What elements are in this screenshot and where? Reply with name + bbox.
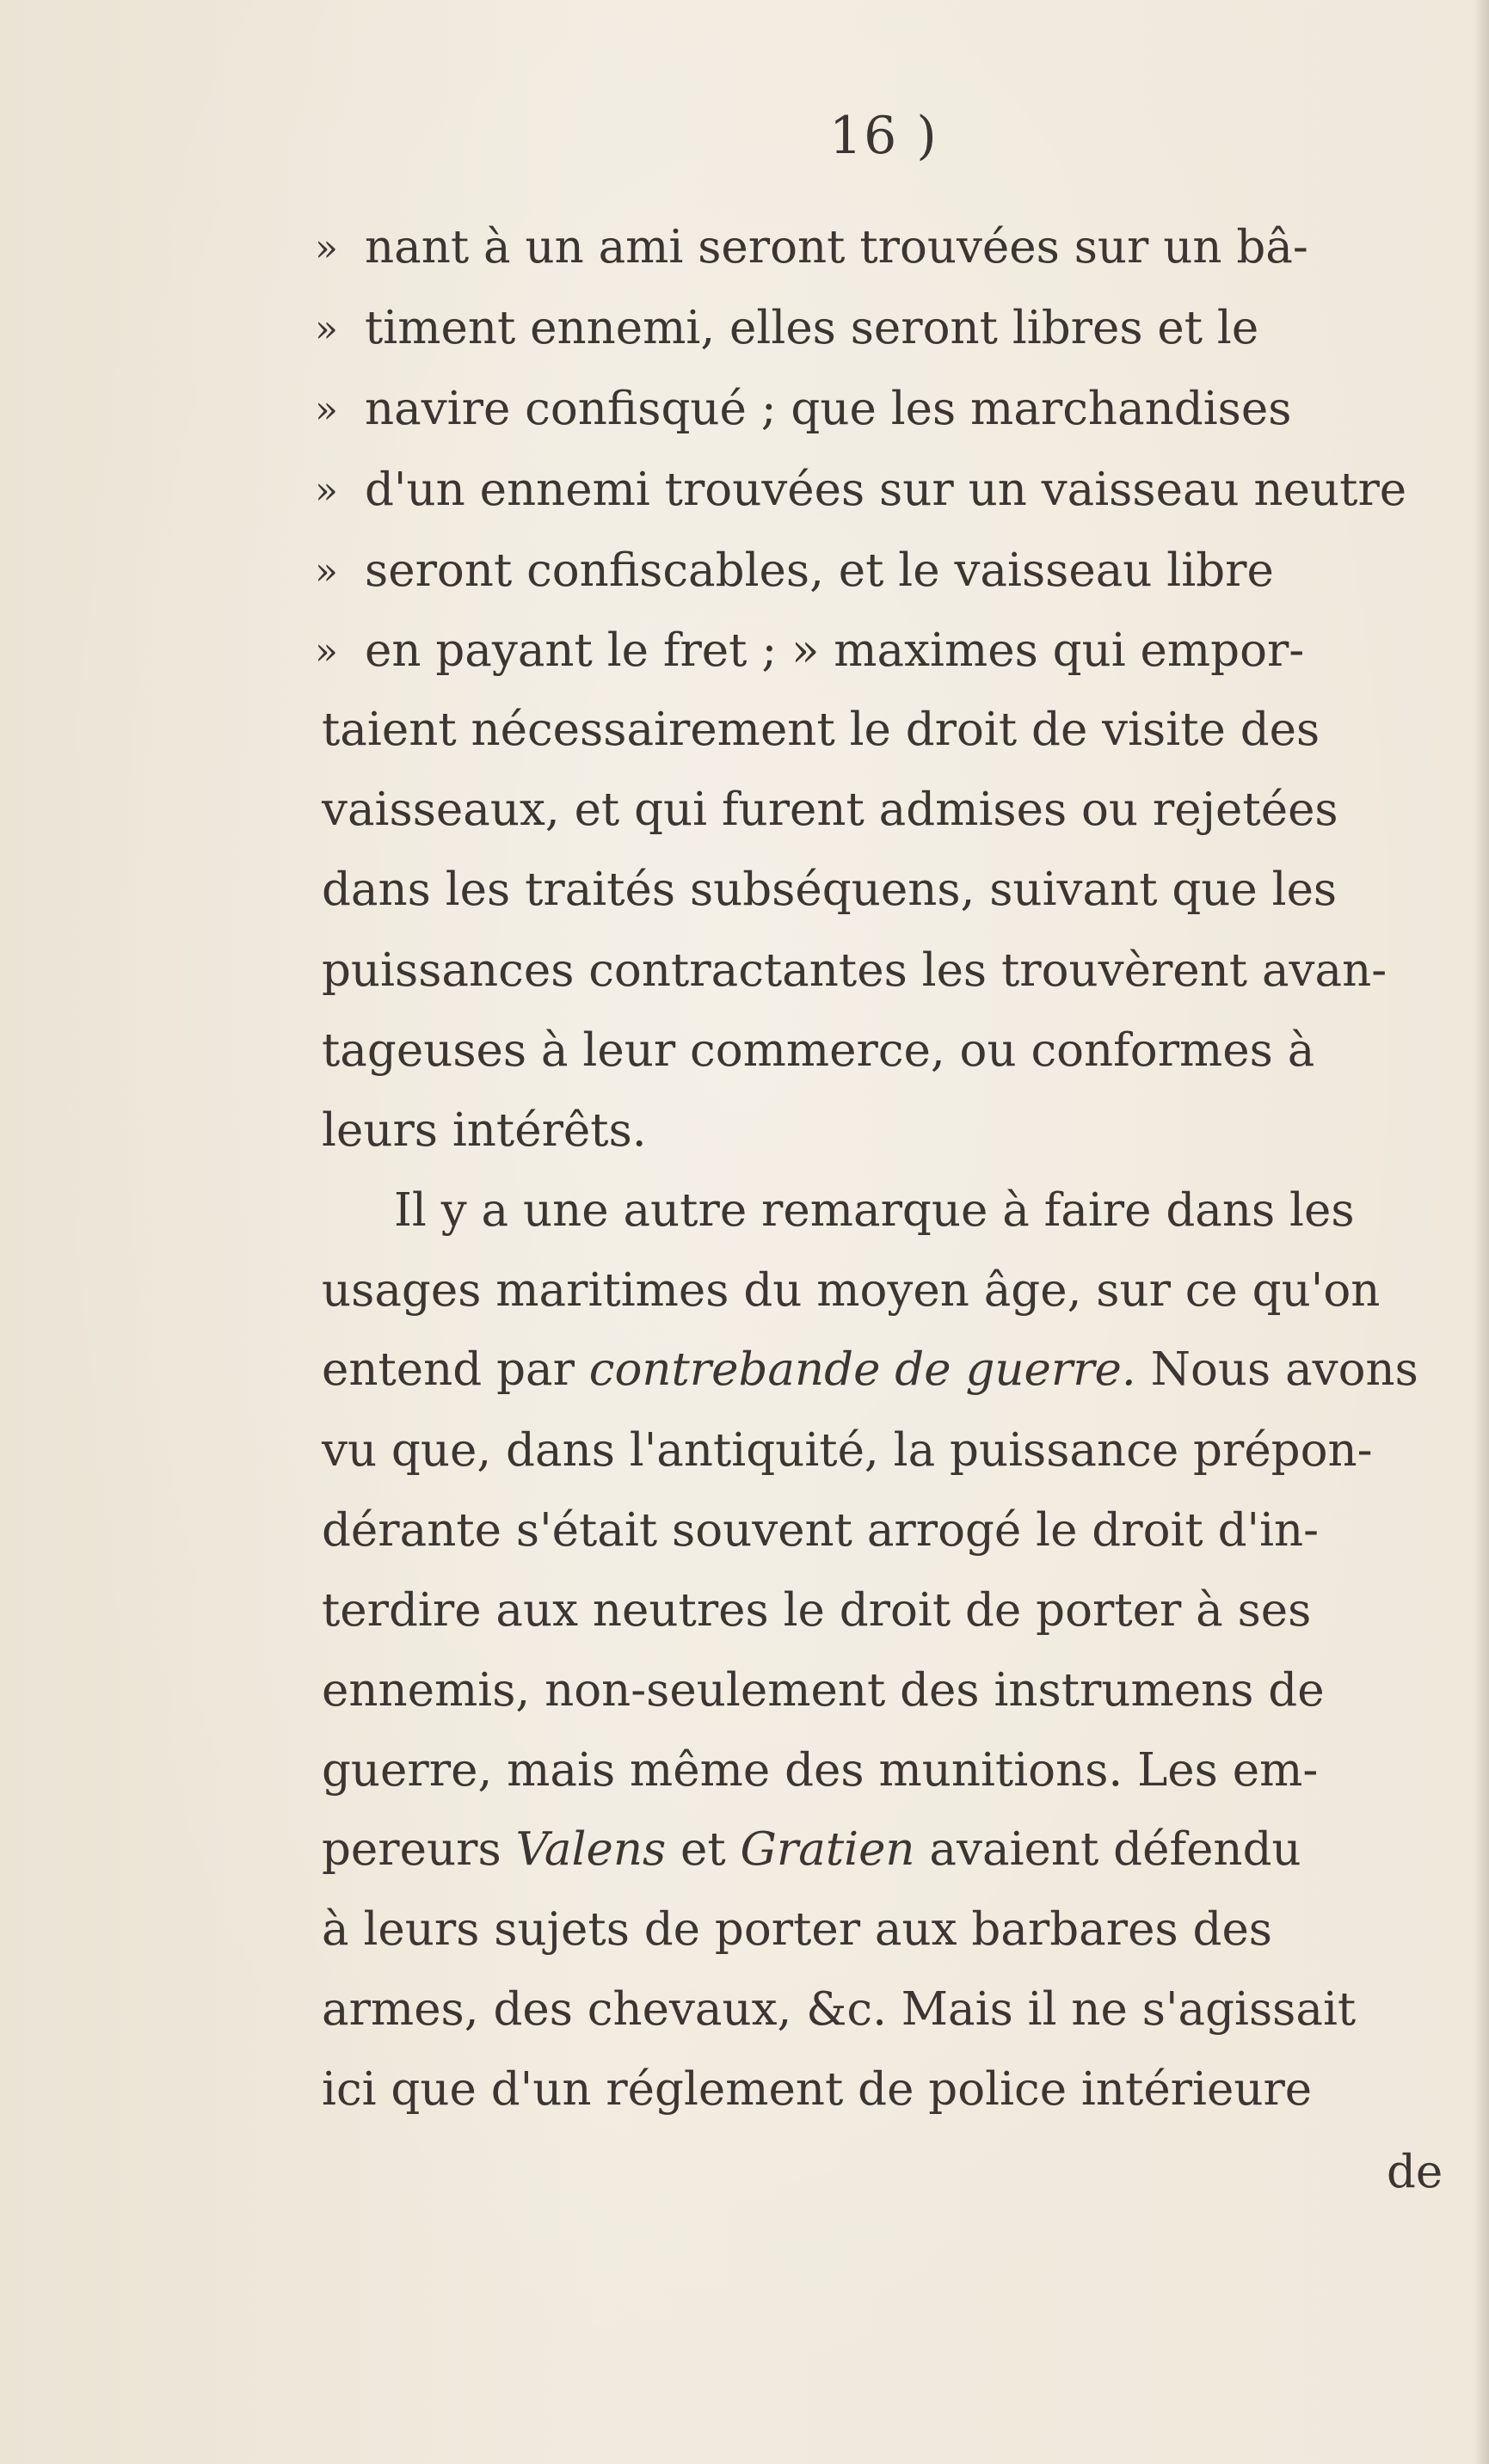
text-line: tageuses à leur commerce, ou conformes à xyxy=(322,1024,1315,1077)
line-text: entend par xyxy=(322,1343,589,1396)
quote-mark: » xyxy=(315,469,338,513)
line-text: navire confisqué ; que les marchandises xyxy=(365,383,1292,435)
text-line: leurs intérêts. xyxy=(322,1104,647,1157)
text-line xyxy=(322,1340,1440,1400)
text-line: usages maritimes du moyen âge, sur ce qu'on xyxy=(322,1264,1381,1317)
line-text: timent ennemi, elles seront libres et le xyxy=(365,302,1259,354)
line-text: avaient défendu xyxy=(914,1823,1301,1876)
paragraph-start-line: Il y a une autre remarque à faire dans les xyxy=(394,1184,1355,1237)
text-line: à leurs sujets de porter aux barbares des xyxy=(322,1903,1273,1956)
quote-mark: » xyxy=(315,307,338,351)
text-line xyxy=(315,379,1442,439)
line-text: et xyxy=(666,1823,741,1876)
line-text: pereurs xyxy=(322,1823,516,1876)
line-text: Nous avons xyxy=(1135,1343,1418,1396)
text-line: vaisseaux, et qui furent admises ou rejetées xyxy=(322,783,1338,836)
catchword: de xyxy=(1387,2146,1443,2198)
text-line: armes, des chevaux, &c. Mais il ne s'agissait xyxy=(322,1983,1357,2036)
text-line: taient nécessairement le droit de visite des xyxy=(322,704,1320,756)
line-text: nant à un ami seront trouvées sur un bâ- xyxy=(365,221,1308,273)
text-line xyxy=(315,298,1442,359)
italic-term: contrebande de guerre. xyxy=(588,1343,1136,1396)
italic-name: Valens xyxy=(515,1823,667,1876)
text-line: guerre, mais même des munitions. Les em- xyxy=(322,1744,1319,1797)
text-line: vu que, dans l'antiquité, la puissance prépon- xyxy=(322,1424,1373,1477)
text-line: dérante s'était souvent arrogé le droit d'in- xyxy=(322,1504,1320,1557)
text-line: terdire aux neutres le droit de porter à ses xyxy=(322,1584,1312,1637)
line-text: seront confiscables, et le vaisseau libre xyxy=(365,544,1274,597)
text-line: dans les traités subséquens, suivant que les xyxy=(322,863,1338,916)
quote-mark: » xyxy=(315,550,338,593)
text-line: ici que d'un réglement de police intérieure xyxy=(322,2063,1313,2116)
text-line xyxy=(315,218,1442,278)
text-line xyxy=(315,460,1442,520)
quote-mark: » xyxy=(315,630,338,673)
line-text: en payant le fret ; » maximes qui empor- xyxy=(365,624,1305,677)
quote-mark: » xyxy=(315,226,338,270)
italic-name: Gratien xyxy=(740,1823,915,1876)
text-line: ennemis, non-seulement des instrumens de xyxy=(322,1664,1325,1717)
line-text: d'un ennemi trouvées sur un vaisseau neutre xyxy=(365,464,1407,516)
text-line xyxy=(315,541,1442,601)
page-number: 16 ) xyxy=(829,106,938,166)
quote-mark: » xyxy=(315,388,338,432)
text-line: puissances contractantes les trouvèrent avan- xyxy=(322,944,1387,997)
text-line xyxy=(315,621,1442,681)
text-line xyxy=(322,1820,1440,1880)
